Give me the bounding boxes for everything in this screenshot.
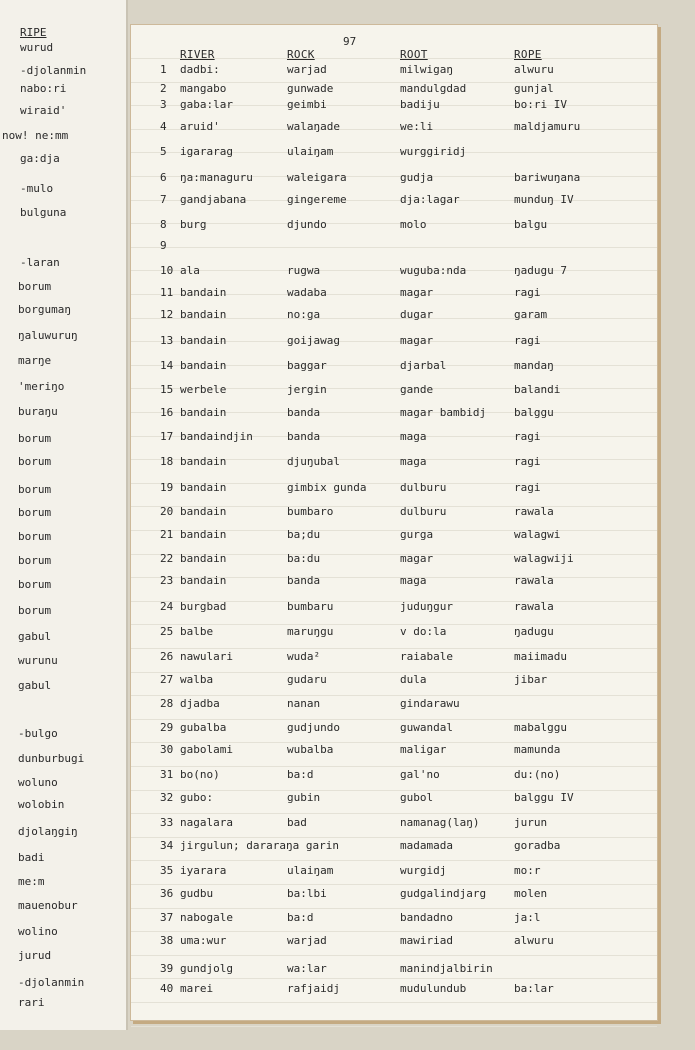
cell-rope: balandi: [514, 383, 561, 396]
cell-rock: no:ga: [287, 308, 321, 321]
cell-rock: ulaiŋam: [287, 864, 334, 877]
cell-river: bo(no): [180, 768, 220, 781]
left-page-word: 'meriŋo: [18, 380, 65, 393]
cell-river: bandain: [180, 334, 227, 347]
cell-rope: bariwuŋana: [514, 171, 581, 184]
cell-root: bandadno: [400, 911, 453, 924]
cell-rock: ba:d: [287, 768, 314, 781]
cell-river: bandain: [180, 505, 227, 518]
cell-river: jirgulun; dararaŋa garin: [180, 839, 339, 852]
row-number: 20: [160, 505, 174, 518]
left-page-word: -laran: [20, 256, 60, 269]
ruled-line: [131, 908, 657, 909]
cell-rope: mandaŋ: [514, 359, 554, 372]
left-page-word: marŋe: [18, 354, 52, 367]
cell-root: molo: [400, 218, 427, 231]
cell-river: gandjabana: [180, 193, 247, 206]
cell-root: magar bambidj: [400, 406, 487, 419]
cell-rope: bo:ri IV: [514, 98, 567, 111]
cell-rock: waleigara: [287, 171, 347, 184]
ruled-line: [131, 766, 657, 767]
cell-river: uma:wur: [180, 934, 227, 947]
ruled-line: [131, 719, 657, 720]
cell-root: we:li: [400, 120, 434, 133]
cell-rope: molen: [514, 887, 548, 900]
cell-rope: rawala: [514, 505, 554, 518]
cell-rock: wuda²: [287, 650, 321, 663]
left-page-word: jurud: [18, 949, 52, 962]
row-number: 5: [160, 145, 167, 158]
cell-river: marei: [180, 982, 214, 995]
ruled-line: [131, 813, 657, 814]
left-page-word: me:m: [18, 875, 45, 888]
row-number: 38: [160, 934, 174, 947]
ruled-line: [131, 860, 657, 861]
cell-root: gudja: [400, 171, 434, 184]
ruled-line: [131, 223, 657, 224]
cell-river: aruid': [180, 120, 220, 133]
row-number: 36: [160, 887, 174, 900]
cell-root: gal'no: [400, 768, 440, 781]
cell-rock: warjad: [287, 63, 327, 76]
cell-river: gundjolg: [180, 962, 233, 975]
row-number: 10: [160, 264, 174, 277]
row-number: 14: [160, 359, 174, 372]
cell-rock: djundo: [287, 218, 327, 231]
row-number: 13: [160, 334, 174, 347]
left-page-word: djolaŋgiŋ: [18, 825, 78, 838]
cell-rock: banda: [287, 430, 321, 443]
row-number: 2: [160, 82, 167, 95]
cell-rope: ragi: [514, 481, 541, 494]
cell-rope: rawala: [514, 574, 554, 587]
left-page-word: woluno: [18, 776, 58, 789]
row-number: 27: [160, 673, 174, 686]
cell-root: gurga: [400, 528, 434, 541]
cell-root: magar: [400, 334, 434, 347]
cell-rock: goijawag: [287, 334, 340, 347]
left-page-word: borum: [18, 280, 52, 293]
row-number: 31: [160, 768, 174, 781]
left-page-word: nabo:ri: [20, 82, 67, 95]
cell-river: bandain: [180, 286, 227, 299]
cell-river: nawulari: [180, 650, 233, 663]
row-number: 28: [160, 697, 174, 710]
cell-river: bandain: [180, 308, 227, 321]
cell-rope: ragi: [514, 286, 541, 299]
left-page-word: borum: [18, 604, 52, 617]
left-page-word: dunburbugi: [18, 752, 85, 765]
row-number: 17: [160, 430, 174, 443]
cell-root: manindjalbirin: [400, 962, 493, 975]
cell-rope: alwuru: [514, 934, 554, 947]
row-number: 4: [160, 120, 167, 133]
cell-root: dula: [400, 673, 427, 686]
left-page-word: borum: [18, 455, 52, 468]
cell-root: magar: [400, 286, 434, 299]
cell-rope: walagwi: [514, 528, 561, 541]
row-number: 16: [160, 406, 174, 419]
left-page-word: wurud: [20, 41, 54, 54]
cell-river: gabolami: [180, 743, 233, 756]
cell-root: dja:lagar: [400, 193, 460, 206]
cell-root: wuguba:nda: [400, 264, 467, 277]
cell-root: mawiriad: [400, 934, 453, 947]
left-page-word: wolino: [18, 925, 58, 938]
ruled-line: [131, 1026, 657, 1027]
left-page-word: -bulgo: [18, 727, 58, 740]
cell-river: bandain: [180, 359, 227, 372]
column-header-rope: ROPE: [514, 48, 542, 61]
cell-rock: maruŋgu: [287, 625, 334, 638]
cell-root: mudulundub: [400, 982, 467, 995]
left-page-word: borum: [18, 506, 52, 519]
cell-river: gubalba: [180, 721, 227, 734]
cell-river: bandain: [180, 574, 227, 587]
cell-river: ŋa:managuru: [180, 171, 253, 184]
row-number: 25: [160, 625, 174, 638]
cell-rope: maldjamuru: [514, 120, 581, 133]
ruled-line: [131, 955, 657, 956]
cell-river: bandain: [180, 406, 227, 419]
cell-root: milwigaŋ: [400, 63, 453, 76]
left-page: [0, 0, 128, 1030]
cell-rock: gubin: [287, 791, 321, 804]
left-page-word: wolobin: [18, 798, 65, 811]
cell-rope: ragi: [514, 455, 541, 468]
left-page-word: -djolanmin: [18, 976, 85, 989]
cell-river: gudbu: [180, 887, 214, 900]
cell-rope: munduŋ IV: [514, 193, 574, 206]
cell-river: werbele: [180, 383, 227, 396]
cell-root: guwandal: [400, 721, 453, 734]
cell-rope: mo:r: [514, 864, 541, 877]
cell-root: juduŋgur: [400, 600, 453, 613]
left-page-heading: RIPE: [20, 26, 47, 39]
cell-rock: wubalba: [287, 743, 334, 756]
column-header-river: RIVER: [180, 48, 215, 61]
left-page-word: borum: [18, 483, 52, 496]
cell-root: magar: [400, 552, 434, 565]
row-number: 32: [160, 791, 174, 804]
cell-rock: nanan: [287, 697, 321, 710]
row-number: 15: [160, 383, 174, 396]
cell-rock: gingereme: [287, 193, 347, 206]
row-number: 34: [160, 839, 174, 852]
row-number: 12: [160, 308, 174, 321]
ruled-line: [131, 648, 657, 649]
row-number: 37: [160, 911, 174, 924]
left-page-word: gabul: [18, 679, 52, 692]
cell-river: djadba: [180, 697, 220, 710]
cell-rope: balgu: [514, 218, 548, 231]
cell-rope: jurun: [514, 816, 548, 829]
cell-rope: maiimadu: [514, 650, 567, 663]
cell-river: bandain: [180, 481, 227, 494]
cell-rock: wadaba: [287, 286, 327, 299]
cell-rock: gudjundo: [287, 721, 340, 734]
row-number: 9: [160, 239, 167, 252]
left-page-word: ŋaluwuruŋ: [18, 329, 78, 342]
cell-rock: warjad: [287, 934, 327, 947]
row-number: 35: [160, 864, 174, 877]
left-page-word: borum: [18, 530, 52, 543]
cell-rock: banda: [287, 574, 321, 587]
cell-rope: ba:lar: [514, 982, 554, 995]
cell-river: bandain: [180, 552, 227, 565]
cell-rope: garam: [514, 308, 548, 321]
row-number: 29: [160, 721, 174, 734]
cell-rope: du:(no): [514, 768, 561, 781]
cell-root: namanag(laŋ): [400, 816, 480, 829]
cell-rope: ja:l: [514, 911, 541, 924]
row-number: 3: [160, 98, 167, 111]
ruled-line: [131, 931, 657, 932]
cell-rope: ragi: [514, 430, 541, 443]
cell-rope: mamunda: [514, 743, 561, 756]
left-page-word: borum: [18, 554, 52, 567]
row-number: 1: [160, 63, 167, 76]
cell-root: maga: [400, 574, 427, 587]
cell-root: djarbal: [400, 359, 447, 372]
ruled-line: [131, 247, 657, 248]
left-page-word: borum: [18, 432, 52, 445]
cell-root: madamada: [400, 839, 453, 852]
cell-river: balbe: [180, 625, 214, 638]
row-number: 33: [160, 816, 174, 829]
row-number: 6: [160, 171, 167, 184]
cell-rock: ba:d: [287, 911, 314, 924]
left-page-word: borum: [18, 578, 52, 591]
cell-root: dugar: [400, 308, 434, 321]
cell-root: maligar: [400, 743, 447, 756]
cell-rock: bumbaro: [287, 505, 334, 518]
row-number: 8: [160, 218, 167, 231]
left-page-word: bulguna: [20, 206, 67, 219]
cell-rock: bad: [287, 816, 307, 829]
cell-root: wurggiridj: [400, 145, 467, 158]
left-page-word: gabul: [18, 630, 52, 643]
cell-root: mandulgdad: [400, 82, 467, 95]
cell-rope: jibar: [514, 673, 548, 686]
cell-rock: gunwade: [287, 82, 334, 95]
cell-rock: geimbi: [287, 98, 327, 111]
cell-river: walba: [180, 673, 214, 686]
left-page-word: badi: [18, 851, 45, 864]
cell-rope: walagwiji: [514, 552, 574, 565]
ruled-line: [131, 837, 657, 838]
cell-rope: rawala: [514, 600, 554, 613]
row-number: 39: [160, 962, 174, 975]
cell-rope: alwuru: [514, 63, 554, 76]
cell-rock: ulaiŋam: [287, 145, 334, 158]
cell-root: dulburu: [400, 505, 447, 518]
cell-river: dadbi:: [180, 63, 220, 76]
cell-rock: bumbaru: [287, 600, 334, 613]
cell-rope: balggu: [514, 406, 554, 419]
cell-root: badiju: [400, 98, 440, 111]
ruled-line: [131, 884, 657, 885]
cell-rock: banda: [287, 406, 321, 419]
cell-rope: gunjal: [514, 82, 554, 95]
cell-river: igararag: [180, 145, 233, 158]
row-number: 24: [160, 600, 174, 613]
cell-river: burg: [180, 218, 207, 231]
left-page-word: -djolanmin: [20, 64, 87, 77]
cell-rock: gimbix gunda: [287, 481, 367, 494]
page-number: 97: [343, 35, 357, 48]
row-number: 19: [160, 481, 174, 494]
left-page-word: mauenobur: [18, 899, 78, 912]
cell-root: v do:la: [400, 625, 447, 638]
left-page-word: buraŋu: [18, 405, 58, 418]
cell-river: mangabo: [180, 82, 227, 95]
cell-rock: rugwa: [287, 264, 321, 277]
cell-rock: jergin: [287, 383, 327, 396]
row-number: 18: [160, 455, 174, 468]
row-number: 30: [160, 743, 174, 756]
cell-rock: ba:lbi: [287, 887, 327, 900]
cell-root: gindarawu: [400, 697, 460, 710]
left-page-word: borgumaŋ: [18, 303, 71, 316]
cell-river: nagalara: [180, 816, 233, 829]
cell-root: raiabale: [400, 650, 453, 663]
row-number: 26: [160, 650, 174, 663]
cell-rock: rafjaidj: [287, 982, 340, 995]
cell-rope: mabalggu: [514, 721, 567, 734]
row-number: 22: [160, 552, 174, 565]
cell-rope: balggu IV: [514, 791, 574, 804]
cell-root: maga: [400, 455, 427, 468]
cell-root: maga: [400, 430, 427, 443]
row-number: 7: [160, 193, 167, 206]
cell-river: iyarara: [180, 864, 227, 877]
cell-rock: gudaru: [287, 673, 327, 686]
column-header-root: ROOT: [400, 48, 428, 61]
cell-rock: wa:lar: [287, 962, 327, 975]
left-page-word: wiraid': [20, 104, 67, 117]
cell-root: gudgalindjarg: [400, 887, 487, 900]
left-page-word: rari: [18, 996, 45, 1009]
cell-root: dulburu: [400, 481, 447, 494]
cell-river: bandaindjin: [180, 430, 253, 443]
row-number: 21: [160, 528, 174, 541]
cell-rock: ba:du: [287, 552, 321, 565]
left-page-word: wurunu: [18, 654, 58, 667]
ruled-line: [131, 1002, 657, 1003]
cell-river: bandain: [180, 528, 227, 541]
cell-rope: goradba: [514, 839, 561, 852]
cell-rope: ŋadugu 7: [514, 264, 567, 277]
cell-river: gubo:: [180, 791, 214, 804]
cell-rock: ba;du: [287, 528, 321, 541]
left-page-word: -mulo: [20, 182, 54, 195]
ruled-line: [131, 270, 657, 271]
ruled-line: [131, 978, 657, 979]
cell-root: gubol: [400, 791, 434, 804]
column-header-rock: ROCK: [287, 48, 315, 61]
cell-root: wurgidj: [400, 864, 447, 877]
row-number: 11: [160, 286, 174, 299]
cell-river: gaba:lar: [180, 98, 233, 111]
cell-rock: baggar: [287, 359, 327, 372]
cell-rope: ŋadugu: [514, 625, 554, 638]
cell-river: burgbad: [180, 600, 227, 613]
row-number: 23: [160, 574, 174, 587]
cell-river: nabogale: [180, 911, 233, 924]
left-page-word: now! ne:mm: [2, 129, 69, 142]
cell-root: gande: [400, 383, 434, 396]
row-number: 40: [160, 982, 174, 995]
cell-river: bandain: [180, 455, 227, 468]
cell-rock: djuŋubal: [287, 455, 340, 468]
cell-river: ala: [180, 264, 200, 277]
cell-rope: ragi: [514, 334, 541, 347]
left-page-word: ga:dja: [20, 152, 60, 165]
cell-rock: walaŋade: [287, 120, 340, 133]
